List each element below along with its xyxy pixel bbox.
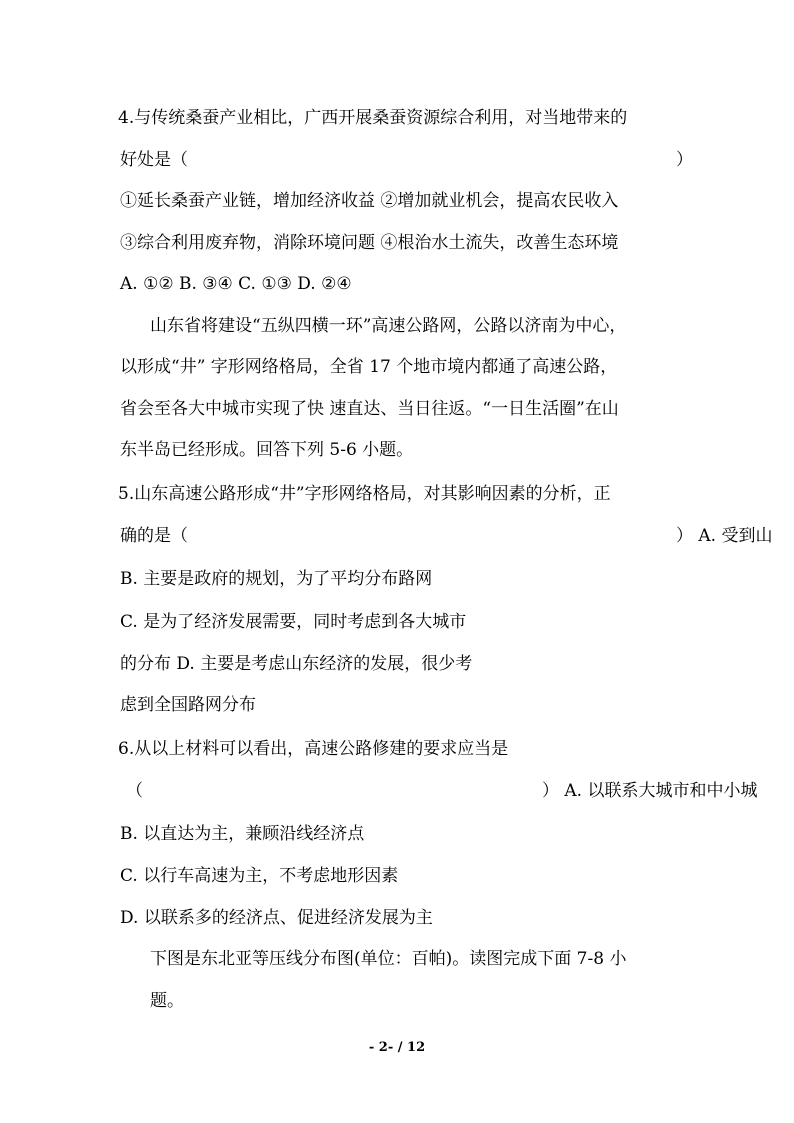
q5-option-d-end: 虑到全国路网分布 xyxy=(120,695,256,715)
q4-answer-choices: A. ①② B. ③④ C. ①③ D. ②④ xyxy=(120,274,352,294)
passage-line4: 东半岛已经形成。回答下列 5-6 小题。 xyxy=(120,440,414,460)
q4-options-row1: ①延长桑蚕产业链，增加经济收益 ②增加就业机会，提高农民收入 xyxy=(120,191,619,211)
q5-stem-line2: 确的是（ xyxy=(120,526,188,546)
q4-blank-close-paren: ） xyxy=(676,150,693,170)
q6-blank-open-paren: （ xyxy=(126,781,143,801)
q5-option-b: B. 主要是政府的规划，为了平均分布路网 xyxy=(120,569,433,589)
intro78-line1: 下图是东北亚等压线分布图(单位：百帕)。读图完成下面 7-8 小 xyxy=(150,949,627,969)
q5-option-c-d-line: 的分布 D. 主要是考虑山东经济的发展，很少考 xyxy=(120,654,473,674)
q6-stem-line1: 6.从以上材料可以看出，高速公路修建的要求应当是 xyxy=(118,739,509,759)
intro78-line2: 题。 xyxy=(150,991,184,1011)
q4-stem-line1: 4.与传统桑蚕产业相比，广西开展桑蚕资源综合利用，对当地带来的 xyxy=(118,108,628,128)
passage-line2: 以形成“井” 字形网络格局，全省 17 个地市境内都通了高速公路， xyxy=(120,357,618,377)
q6-option-b: B. 以直达为主，兼顾沿线经济点 xyxy=(120,824,365,844)
q6-option-d: D. 以联系多的经济点、促进经济发展为主 xyxy=(120,908,433,928)
q5-stem-line1: 5.山东高速公路形成“井”字形网络格局，对其影响因素的分析，正 xyxy=(118,484,611,504)
q6-option-a-start: ） A. 以联系大城市和中小城 xyxy=(542,781,758,801)
q5-option-a-start: ） A. 受到山 xyxy=(676,526,773,546)
page-number: - 2- / 12 xyxy=(368,1040,426,1055)
q5-option-c: C. 是为了经济发展需要，同时考虑到各大城市 xyxy=(120,612,467,632)
q4-stem-line2: 好处是（ xyxy=(120,150,188,170)
passage-line1: 山东省将建设“五纵四横一环”高速公路网，公路以济南为中心， xyxy=(150,316,627,336)
q4-options-row2: ③综合利用废弃物，消除环境问题 ④根治水土流失，改善生态环境 xyxy=(120,233,619,253)
passage-line3: 省会至各大中城市实现了快 速直达、当日往返。“一日生活圈”在山 xyxy=(120,399,619,419)
q6-option-c: C. 以行车高速为主，不考虑地形因素 xyxy=(120,866,399,886)
